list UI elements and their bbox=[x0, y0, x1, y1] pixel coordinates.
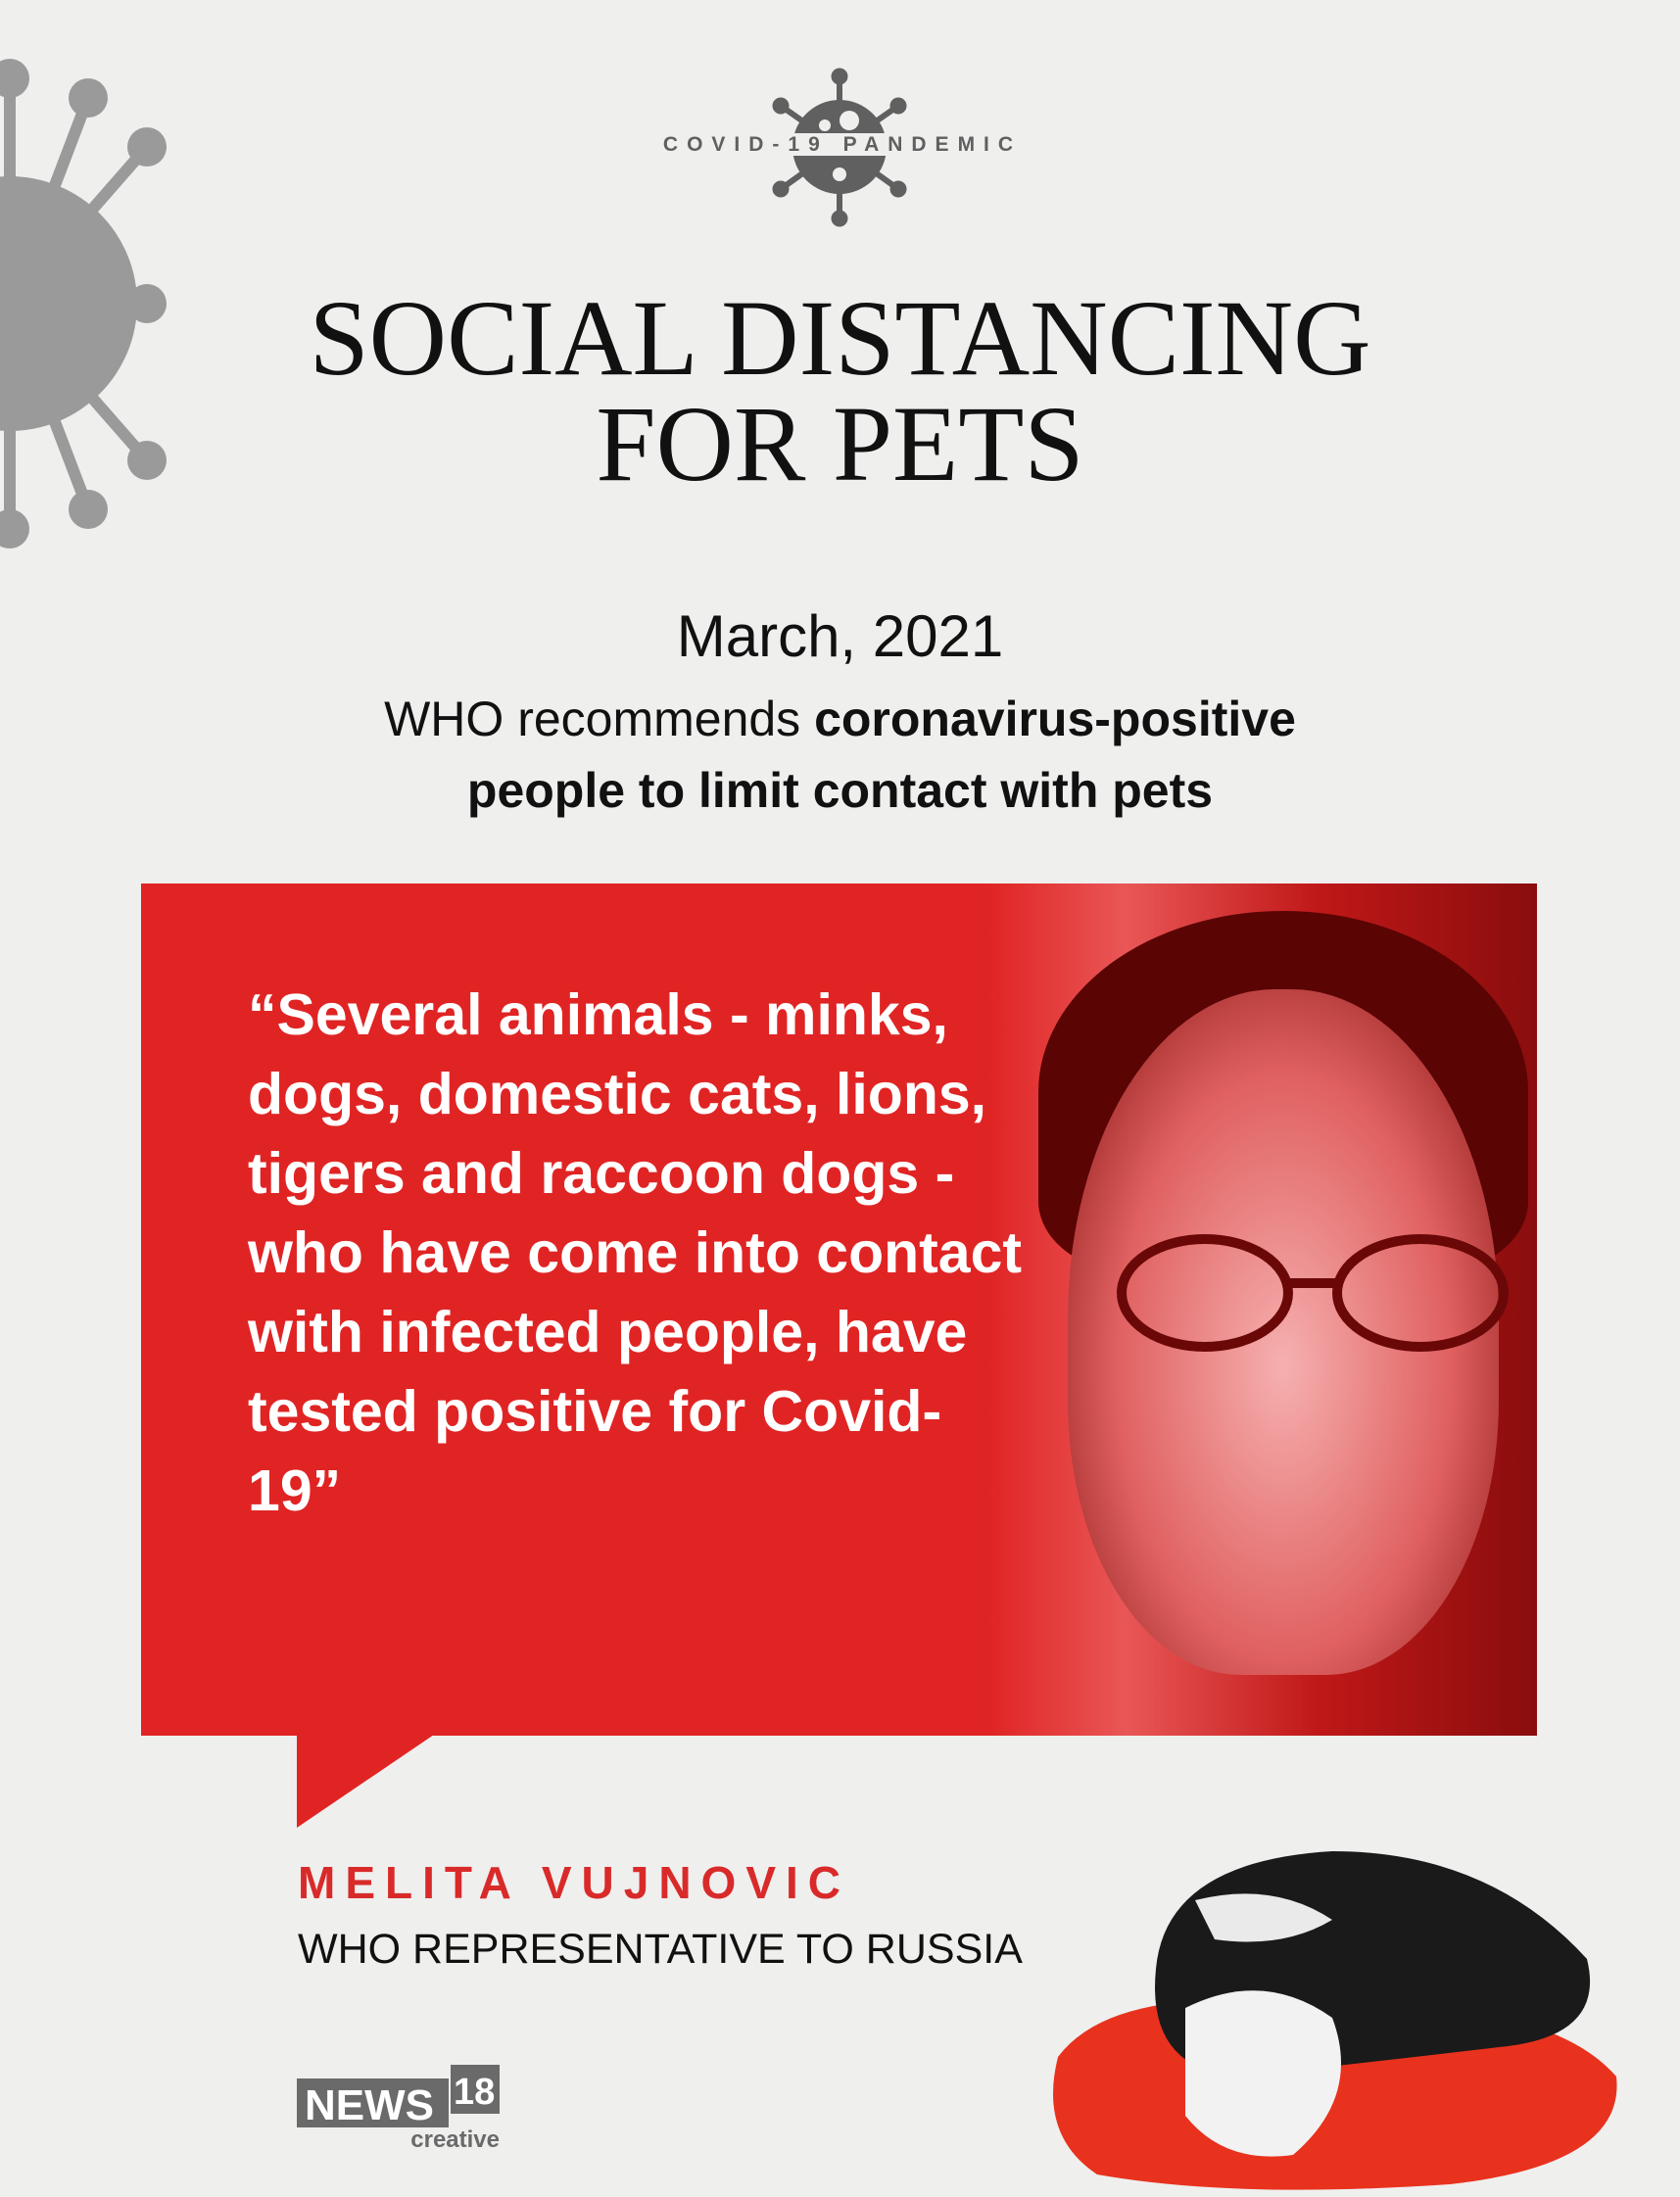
glasses-icon bbox=[1107, 1224, 1518, 1361]
logo-number: 18 bbox=[454, 2072, 496, 2113]
logo-tag: creative bbox=[410, 2126, 500, 2148]
speaker-role: WHO REPRESENTATIVE TO RUSSIA bbox=[298, 1926, 1023, 1973]
quote-bubble-tail bbox=[297, 1735, 434, 1828]
subtitle-bold: coronavirus-positive bbox=[814, 692, 1296, 746]
date: March, 2021 bbox=[676, 603, 1004, 669]
subtitle-regular: WHO recommends bbox=[384, 692, 815, 746]
news18-creative-logo bbox=[297, 2065, 503, 2148]
subtitle-line2: people to limit contact with pets bbox=[466, 763, 1214, 818]
page-title-line1: SOCIAL DISTANCING bbox=[309, 278, 1371, 398]
logo-news: NEWS bbox=[305, 2081, 434, 2129]
sleeping-puppy-on-pillow-image bbox=[1038, 1841, 1626, 2194]
page-title-line2: FOR PETS bbox=[596, 384, 1084, 503]
subtitle-line1 bbox=[0, 691, 1680, 747]
speaker-name: MELITA VUJNOVIC bbox=[298, 1857, 851, 1908]
quote-text: “Several animals - minks, dogs, domestic cats, lions, tigers and raccoon dogs - who have come into contact with infected people, have tested positive for Covid-19” bbox=[248, 982, 1023, 1523]
badge-label bbox=[549, 133, 1136, 157]
badge-text: COVID-19 PANDEMIC bbox=[659, 133, 1026, 156]
